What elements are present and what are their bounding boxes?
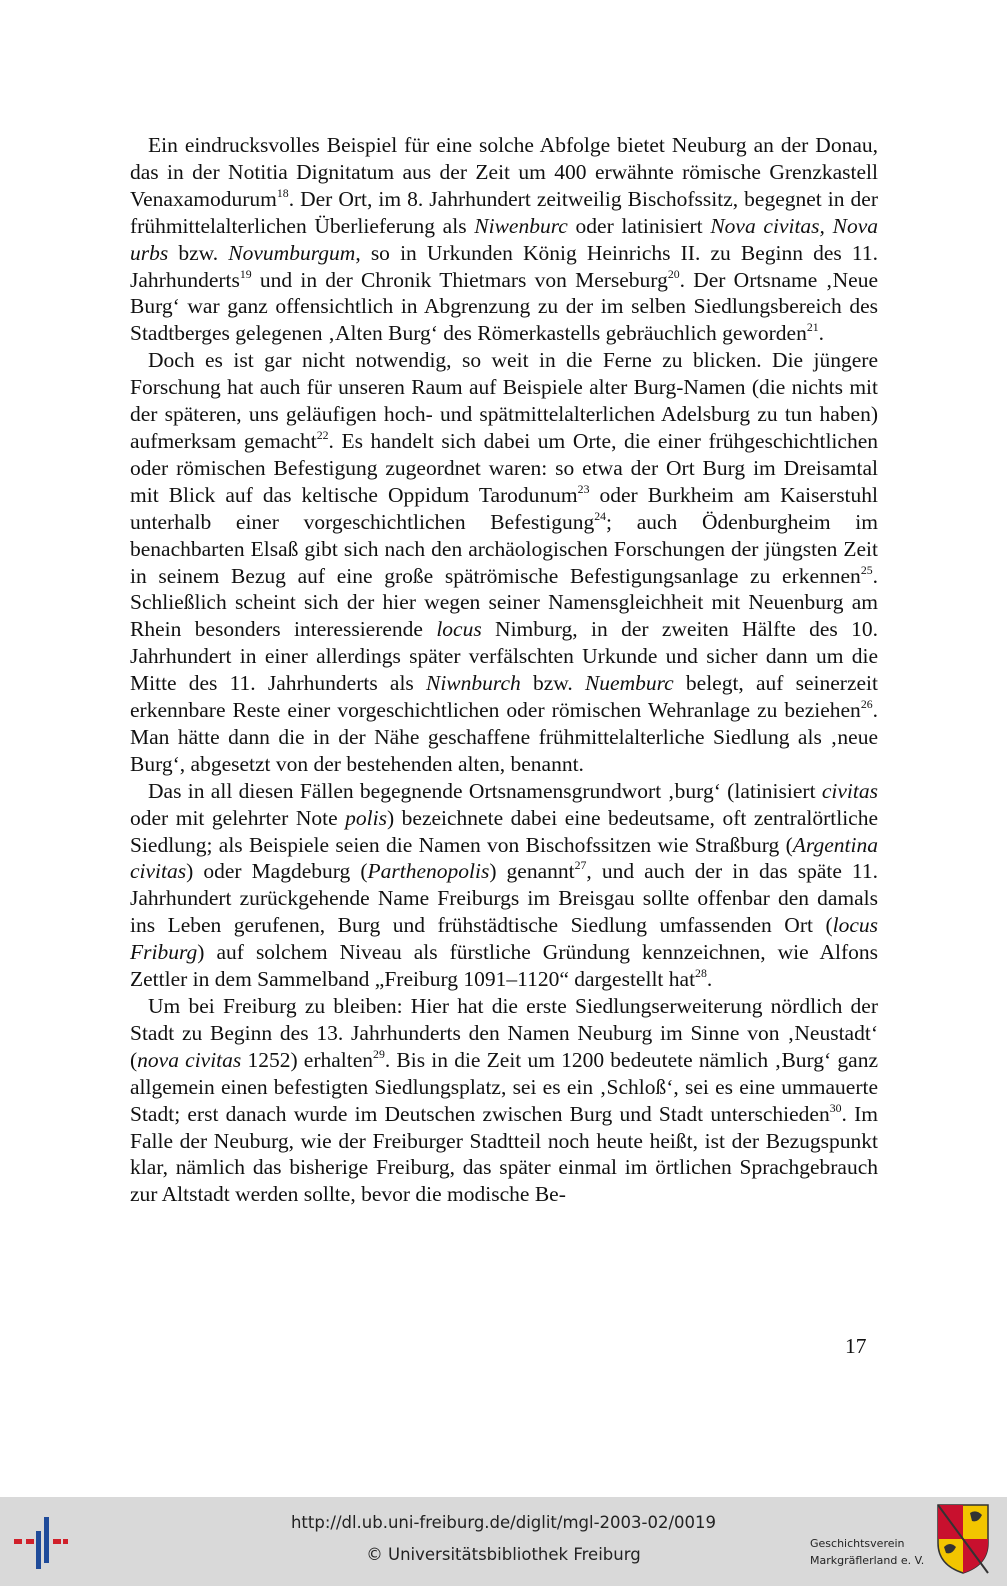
text-run: . Der Ort, im 8. Jahrhundert zeitweilig Bischofssitz, begegnet in der frühmittelalterlichen Überlieferung als [130,186,878,238]
text-run: Nimburg, in der zweiten Hälfte des 10. Jahrhundert in einer allerdings später verfälschten Urkunde und sicher dann um die Mitte des 11. Jahrhunderts als [130,617,878,696]
footnote-ref: 18 [276,185,289,200]
italic-text: Novumburgum [228,240,356,265]
text-run: ; auch Ödenburgheim im benachbarten Elsaß gibt sich nach den archäologischen Forschungen der jüngsten Zeit in seinem Bezug auf eine große spätrömische Befestigungsanlage zu erkennen [130,509,878,588]
footnote-ref: 26 [860,697,873,712]
text-run: . [706,967,713,992]
footnote-ref: 21 [806,320,819,335]
text-run: . Es handelt sich dabei um Orte, die einer frühgeschichtlichen oder römischen Befestigung zugeordnet waren: so etwa der Ort Burg im Dreisamtal mit Blick auf das keltische Oppidum Tarodunum [130,428,878,507]
text-run: bzw. [168,240,229,265]
text-run: oder mit gelehrter Note [130,805,346,830]
paragraph [130,993,878,1208]
paragraph [130,347,878,778]
text-run: , so in Urkunden König Heinrichs II. zu Beginn des 11. Jahrhunderts [130,240,878,292]
italic-text: Niwenburc [474,213,568,238]
footer-bar [0,1497,1007,1586]
text-run: Das in all diesen Fällen begegnende Ortsnamensgrundwort ‚burg‘ (latinisiert [148,778,822,803]
text-run: und in der Chronik Thietmars von Merseburg [251,267,668,292]
text-run: ) auf solchem Niveau als fürstliche Gründung kennzeichnen, wie Alfons Zettler in dem Sammelband „Freiburg 1091–1120“ dargestellt hat [130,940,878,992]
society-name-line-2: Markgräflerland e. V. [810,1554,925,1567]
footnote-ref: 23 [577,481,590,496]
italic-text: Parthenopolis [367,859,490,884]
text-run: ) genannt [489,859,575,884]
text-run: , und auch der in das späte 11. Jahrhundert zurückgehende Name Freiburgs im Breisgau sollte offenbar den damals ins Leben gerufenen, Burg und frühstädtische Siedlung umfassenden Ort ( [130,859,878,938]
text-run: oder latinisiert [567,213,711,238]
society-name-line-1: Geschichtsverein [810,1537,905,1550]
text-run: . Bis in die Zeit um 1200 bedeutete nämlich ‚Burg‘ ganz allgemein einen befestigten Siedlungsplatz, sei es ein ‚Schloß‘, sei es eine ummauerte Stadt; erst danach wurde im Deutschen zwischen Burg und Stadt unterschieden [130,1047,878,1126]
footnote-ref: 22 [316,428,329,443]
italic-text: Nuemburc [584,671,674,696]
paragraph [130,132,878,347]
source-url[interactable]: http://dl.ub.uni-freiburg.de/diglit/mgl-2003-02/0019 [290,1513,717,1532]
text-run: belegt, auf seinerzeit erkennbare Reste einer vorgeschichtlichen oder römischen Wehranlage zu beziehen [130,671,878,723]
footnote-ref: 20 [667,266,680,281]
text-run: ) bezeichnete dabei eine bedeutsame, oft zentralörtliche Siedlung; als Beispiele seien die Namen von Bischofssitzen wie Straßburg ( [130,805,878,857]
footnote-ref: 24 [594,508,607,523]
paragraph [130,778,878,993]
society-name [810,1535,930,1569]
footnote-ref: 29 [373,1046,385,1061]
italic-text: Niwnburch [425,671,521,696]
text-run: 1252) erhalten [241,1047,374,1072]
text-run: . Im Falle der Neuburg, wie der Freiburger Stadtteil noch heute heißt, ist der Bezugspunkt klar, nämlich das bisherige Freiburg, das später einmal im örtlichen Sprachgebrauch zur Altstadt werden sollte, bevor die modische Be- [130,1101,878,1207]
coat-of-arms-icon [936,1503,990,1575]
text-run: . Schließlich scheint sich der hier wegen seiner Namensgleichheit mit Neuenburg am Rhein besonders interessierende [130,563,878,642]
italic-text: Nova civitas, Nova urbs [130,213,879,265]
footnote-ref: 28 [695,966,707,981]
footnote-ref: 19 [239,266,252,281]
italic-text: nova civitas [137,1047,242,1072]
italic-text: locus [436,617,482,642]
text-run: bzw. [520,671,585,696]
italic-text: locus Friburg [130,913,878,965]
text-run: Um bei Freiburg zu bleiben: Hier hat die erste Siedlungserweiterung nördlich der Stadt zu Beginn des 13. Jahrhunderts den Namen Neuburg im Sinne von ‚Neustadt‘ ( [130,994,878,1072]
page-number: 17 [845,1334,867,1358]
footnote-ref: 27 [574,858,587,873]
text-run: ) oder Magdeburg ( [186,859,368,884]
text-run: . Der Ortsname ‚Neue Burg‘ war ganz offensichtlich in Abgrenzung zu der im selben Siedlungsbereich des Stadtberges gelegenen ‚Alten Burg‘ des Römerkastells gebräuchlich geworden [130,267,878,346]
text-run: Doch es ist gar nicht notwendig, so weit in die Ferne zu blicken. Die jüngere Forschung hat auch für unseren Raum auf Beispiele alter Burg-Namen (die nichts mit der späteren, uns geläufigen hoch- und spätmittelalterlichen Adelsburg zu tun haben) aufmerksam gemacht [130,348,878,453]
text-run: oder Burkheim am Kaiserstuhl unterhalb einer vorgeschichtlichen Befestigung [130,482,879,534]
italic-text: civitas [821,778,878,803]
italic-text: Argentina civitas [130,832,878,884]
italic-text: polis [345,805,387,830]
footnote-ref: 25 [860,562,873,577]
text-run: Ein eindrucksvolles Beispiel für eine solche Abfolge bietet Neuburg an der Donau, das in der Notitia Dignitatum aus der Zeit um 400 erwähnte römische Grenzkastell Venaxamodurum [130,133,878,211]
copyright-notice: © Universitätsbibliothek Freiburg [366,1545,641,1564]
body-text [130,132,878,1208]
footnote-ref: 30 [829,1100,842,1115]
text-run: . [818,321,825,346]
text-run: . Man hätte dann die in der Nähe geschaffene frühmittelalterliche Siedlung als ‚neue Burg‘, abgesetzt von der bestehenden alten, benannt. [130,698,878,776]
